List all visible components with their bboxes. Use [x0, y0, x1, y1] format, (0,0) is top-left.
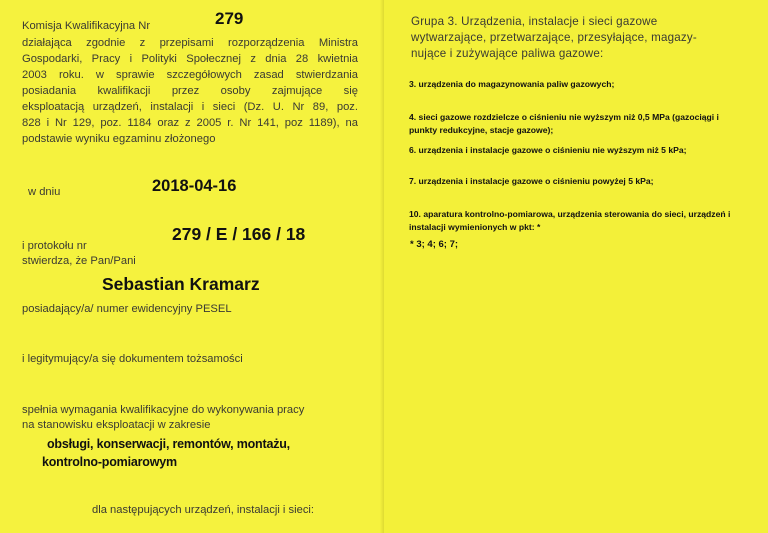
device-item: 3. urządzenia do magazynowania paliw gazowych; — [409, 79, 615, 89]
paragraph-line: 2003 roku. w sprawie szczegółowych zasad stwierdzania — [22, 69, 358, 81]
device-item: 6. urządzenia i instalacje gazowe o ciśnieniu nie wyższym niż 5 kPa; — [409, 145, 687, 155]
confirms-label: stwierdza, że Pan/Pani — [22, 255, 136, 267]
date-label: w dniu — [28, 186, 61, 198]
commission-number: 279 — [215, 9, 244, 28]
exam-date: 2018-04-16 — [152, 177, 237, 195]
paragraph-line: 828 i Nr 129, poz. 1184 oraz z 2005 r. Nr 141, poz 1189), na — [22, 117, 358, 129]
device-item: 7. urządzenia i instalacje gazowe o ciśnieniu powyżej 5 kPa; — [409, 176, 654, 186]
scope-line: kontrolno-pomiarowym — [42, 455, 177, 469]
person-name: Sebastian Kramarz — [102, 274, 260, 294]
protocol-number: 279 / E / 166 / 18 — [172, 224, 306, 244]
protocol-label: i protokołu nr — [22, 240, 87, 252]
paragraph-line: Gospodarki, Pracy i Polityki Społecznej z dnia 28 kwietnia — [22, 53, 358, 65]
group-heading-line: nujące i zużywające paliwa gazowe: — [411, 47, 604, 60]
device-item: 10. aparatura kontrolno-pomiarowa, urządzenia sterowania do sieci, urządzeń i — [409, 209, 731, 219]
paragraph-line: podstawie wyniku egzaminu złożonego — [22, 133, 216, 145]
id-document-label: i legitymujący/a się dokumentem tożsamości — [22, 353, 243, 365]
device-item: 4. sieci gazowe rozdzielcze o ciśnieniu nie wyższym niż 0,5 MPa (gazociągi i — [409, 112, 719, 122]
installations-footer: dla następujących urządzeń, instalacji i sieci: — [92, 504, 315, 516]
group-heading-line: wytwarzające, przetwarzające, przesyłające, magazy- — [411, 31, 697, 44]
device-item-continued: punkty redukcyjne, stacje gazowe); — [409, 125, 554, 135]
requirements-line: spełnia wymagania kwalifikacyjne do wykonywania pracy — [22, 404, 305, 416]
pesel-label: posiadający/a/ numer ewidencyjny PESEL — [22, 303, 232, 315]
requirements-line: na stanowisku eksploatacji w zakresie — [22, 419, 211, 431]
group-heading-line: Grupa 3. Urządzenia, instalacje i sieci gazowe — [411, 15, 658, 28]
commission-label: Komisja Kwalifikacyjna Nr — [22, 20, 151, 32]
device-item-continued: instalacji wymienionych w pkt: * — [409, 222, 541, 232]
paragraph-line: działająca zgodnie z przepisami rozporządzenia Ministra — [22, 37, 358, 49]
right-page — [384, 0, 768, 533]
item-references: * 3; 4; 6; 7; — [410, 239, 459, 250]
scope-line: obsługi, konserwacji, remontów, montażu, — [47, 437, 290, 451]
paragraph-line: eksploatacją urządzeń, instalacji i sieci (Dz. U. Nr 89, poz. — [22, 101, 358, 113]
paragraph-line: posiadania kwalifikacji przez osoby zajmujące się — [22, 85, 358, 97]
